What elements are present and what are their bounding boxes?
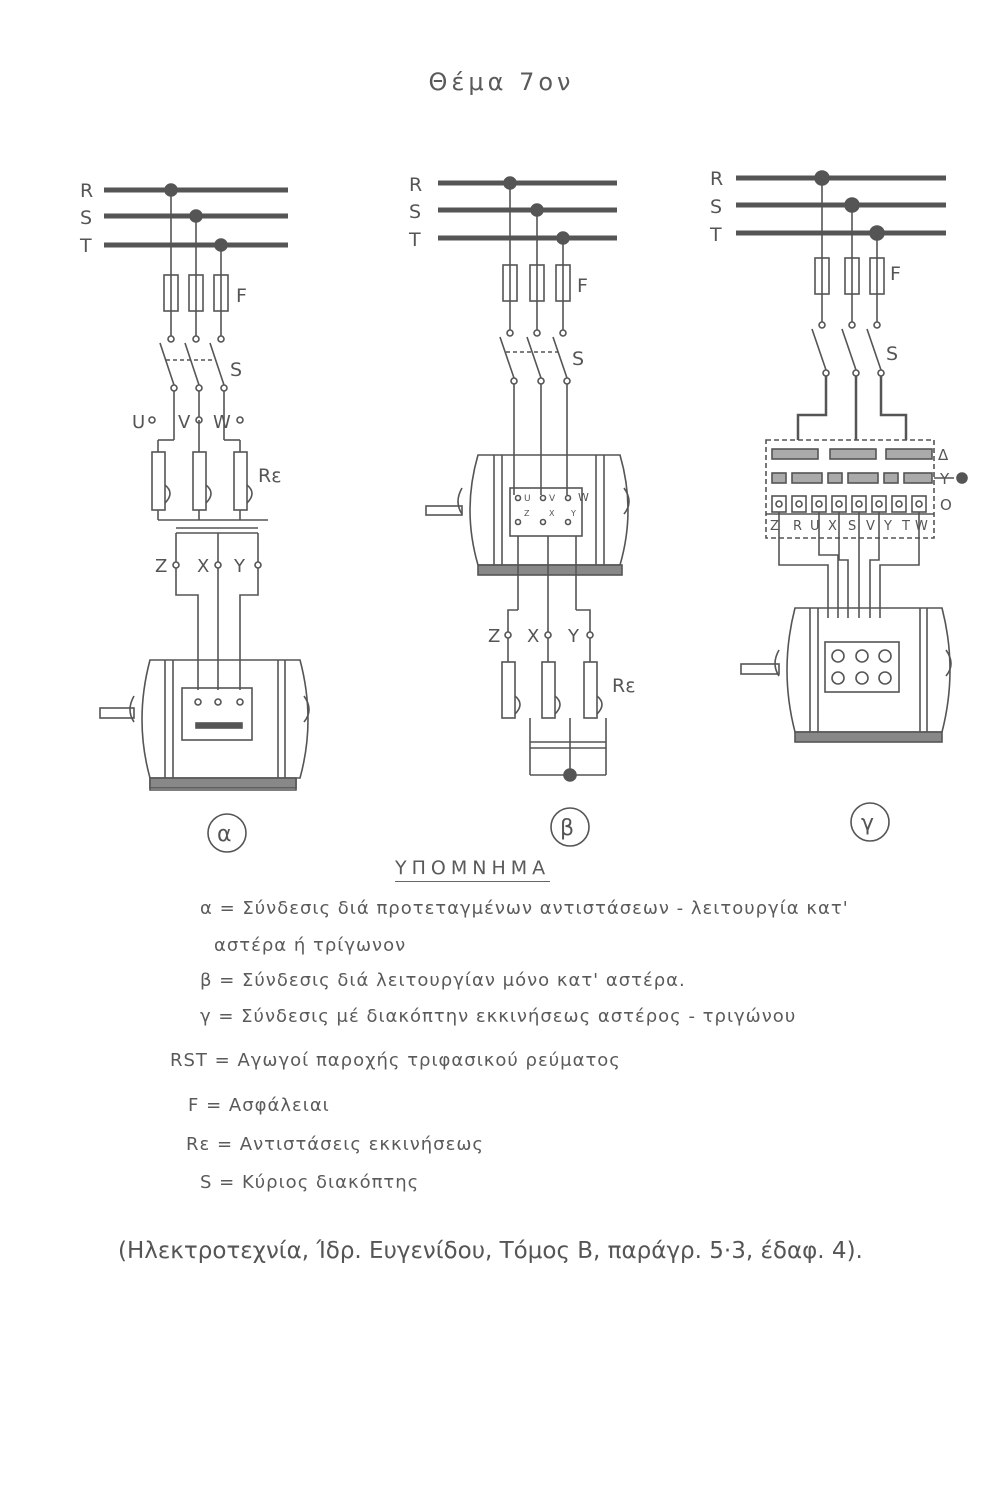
sw-terminal-z: Z	[770, 519, 779, 534]
legend-b: β = Σύνδεσις διά λειτουργίαν μόνο κατ' αστέρα.	[200, 970, 686, 991]
sw-terminal-s: S	[848, 519, 857, 534]
legend-f: F = Ασφάλειαι	[188, 1095, 330, 1116]
page-title: Θέμα 7ον	[428, 68, 575, 96]
diagram-alpha	[79, 180, 309, 852]
sw-terminal-y: Y	[884, 519, 892, 534]
label-z: Z	[155, 556, 168, 577]
label-s-gamma: S	[710, 196, 723, 218]
label-s: S	[80, 207, 93, 229]
legend-s: S = Κύριος διακόπτης	[200, 1172, 420, 1193]
main-switch-alpha	[160, 343, 227, 391]
terminal-y-beta: Y	[571, 509, 576, 518]
sw-terminal-v: V	[866, 519, 875, 534]
label-y: Y	[234, 556, 245, 577]
starting-resistors-beta	[502, 662, 602, 718]
sw-terminal-w: W	[915, 519, 928, 534]
terminal-u-beta: U	[524, 494, 531, 504]
label-resistors: Rε	[258, 465, 282, 487]
legend-a-line2: αστέρα ή τρίγωνον	[214, 935, 407, 956]
label-s-beta: S	[409, 201, 422, 223]
label-fuses: F	[236, 285, 247, 307]
sw-terminal-u: U	[810, 519, 820, 534]
label-switch: S	[230, 359, 243, 381]
label-switch-beta: S	[572, 348, 585, 370]
fuses-gamma	[815, 258, 884, 294]
label-r-beta: R	[409, 174, 423, 196]
fuses-beta	[503, 265, 570, 301]
label-y-beta: Y	[568, 626, 579, 647]
terminal-v-beta: V	[549, 494, 556, 504]
motor-alpha	[100, 660, 309, 790]
motor-gamma	[741, 608, 951, 742]
diagram-label-beta: β	[560, 816, 575, 841]
diagram-beta	[408, 174, 635, 846]
busbars-gamma	[736, 171, 946, 240]
label-v: V	[178, 412, 191, 433]
label-x: X	[197, 556, 210, 577]
label-fuses-gamma: F	[890, 263, 901, 285]
label-w: W	[213, 412, 231, 433]
label-r: R	[80, 180, 94, 202]
main-switch-beta	[500, 337, 570, 384]
label-t-beta: T	[409, 229, 421, 251]
starting-resistors-alpha	[152, 452, 252, 510]
source-citation: (Ηλεκτροτεχνία, Ίδρ. Ευγενίδου, Τόμος Β, παράγρ. 5·3, έδαφ. 4).	[118, 1238, 863, 1264]
label-switch-gamma: S	[886, 343, 899, 365]
legend-a-line1: α = Σύνδεσις διά προτεταγμένων αντιστάσεων - λειτουργία κατ'	[200, 898, 849, 919]
diagram-label-alpha: α	[217, 822, 232, 847]
terminal-w-beta: W	[578, 491, 589, 504]
diagram-label-gamma: γ	[861, 811, 875, 836]
legend-title: ΥΠΟΜΝΗΜΑ	[395, 857, 550, 882]
sw-terminal-r: R	[793, 519, 803, 534]
label-t-gamma: T	[710, 224, 722, 246]
sw-terminal-x: X	[828, 519, 837, 534]
label-z-beta: Z	[488, 626, 501, 647]
legend-rst: RST = Αγωγοί παροχής τριφασικού ρεύματος	[170, 1050, 621, 1071]
busbars-beta	[438, 177, 617, 244]
label-delta: Δ	[938, 446, 949, 464]
label-zero: O	[940, 496, 952, 514]
sw-terminal-t: T	[902, 519, 910, 534]
label-x-beta: X	[527, 626, 540, 647]
diagram-gamma	[709, 168, 967, 841]
terminal-z-beta: Z	[524, 509, 530, 518]
label-u: U	[132, 412, 146, 433]
main-switch-gamma	[812, 329, 884, 376]
terminal-x-beta: X	[549, 509, 555, 518]
label-star: Y	[940, 470, 950, 488]
legend-c: γ = Σύνδεσις μέ διακόπτην εκκινήσεως αστέρος - τριγώνου	[200, 1006, 797, 1027]
label-fuses-beta: F	[577, 275, 588, 297]
legend-re: Rε = Αντιστάσεις εκκινήσεως	[186, 1134, 484, 1155]
fuses-alpha	[164, 275, 228, 311]
label-t: T	[80, 235, 92, 257]
label-r-gamma: R	[710, 168, 724, 190]
label-resistors-beta: Rε	[612, 675, 636, 697]
